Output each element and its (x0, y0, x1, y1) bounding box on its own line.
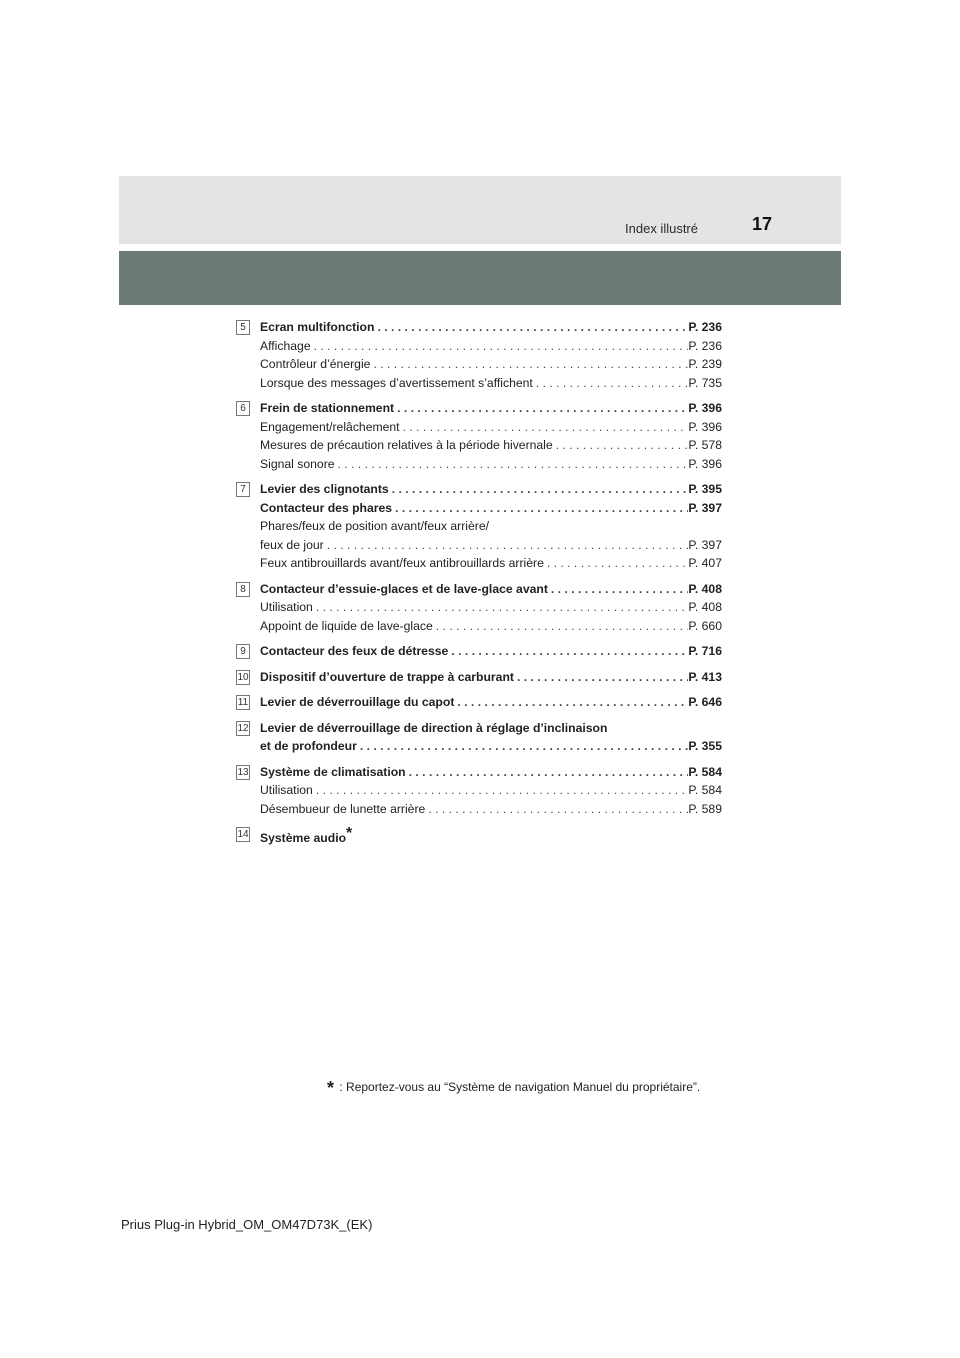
asterisk-mark: * (346, 825, 353, 842)
entry-label: Désembueur de lunette arrière (260, 801, 426, 816)
page-reference: P. 397 (688, 537, 722, 552)
item-number-marker: 13 (237, 766, 249, 778)
index-entry (236, 580, 722, 636)
entry-label: feux de jour (260, 537, 324, 552)
section-title: Index illustré (625, 221, 698, 236)
dot-leader (533, 374, 689, 393)
index-subentry (260, 617, 722, 636)
entry-label: Dispositif d’ouverture de trappe à carburant (260, 669, 514, 684)
page-reference: P. 397 (688, 500, 722, 515)
dot-leader (400, 418, 689, 437)
dot-leader (454, 693, 688, 712)
item-number-marker: 14 (237, 829, 249, 840)
index-entry (236, 642, 722, 661)
index-subentry (260, 598, 722, 617)
index-entry (236, 668, 722, 687)
page-reference: P. 660 (688, 618, 722, 633)
index-heading (260, 642, 722, 661)
entry-label: Engagement/relâchement (260, 419, 400, 434)
entry-label: Contrôleur d’énergie (260, 357, 371, 371)
page-reference: P. 395 (688, 482, 722, 496)
dot-leader (324, 536, 689, 555)
index-heading (260, 825, 722, 848)
page-reference: P. 584 (688, 783, 722, 797)
dot-leader (357, 737, 689, 756)
page-reference: P. 408 (688, 600, 722, 614)
index-subentry (260, 355, 722, 374)
index-entry (236, 480, 722, 573)
entry-label: Phares/feux de position avant/feux arrière/ (260, 519, 489, 533)
dot-leader (448, 642, 688, 661)
dot-leader (335, 455, 689, 474)
index-entry (236, 399, 722, 473)
header-band (119, 176, 841, 244)
dot-leader (313, 781, 688, 800)
entry-label: Feux antibrouillards avant/feux antibrouillards arrière (260, 556, 544, 570)
page-reference: P. 236 (688, 338, 722, 353)
index-heading (260, 480, 722, 499)
dot-leader (406, 763, 689, 782)
page-reference: P. 396 (688, 401, 722, 415)
footnote-asterisk: * (327, 1078, 335, 1098)
item-number-marker: 11 (237, 697, 249, 708)
entry-label: Mesures de précaution relatives à la période hivernale (260, 438, 553, 452)
dot-leader (425, 800, 688, 819)
page-reference: P. 578 (688, 438, 722, 452)
index-subentry (260, 536, 722, 555)
entry-label: Utilisation (260, 600, 313, 614)
page-number: 17 (752, 214, 773, 234)
index-subentry (260, 455, 722, 474)
page-reference: P. 584 (688, 764, 722, 779)
dot-leader (392, 499, 688, 518)
page-reference: P. 396 (688, 419, 722, 434)
footnote (327, 1078, 700, 1099)
dot-leader (394, 399, 688, 418)
index-heading (260, 719, 722, 738)
entry-label: Contacteur d’essuie-glaces et de lave-glace avant (260, 581, 548, 596)
dot-leader (514, 668, 688, 687)
index-subentry (260, 554, 722, 573)
dot-leader (544, 554, 688, 573)
index-heading (260, 499, 722, 518)
page-reference: P. 735 (688, 375, 722, 390)
entry-label: Lorsque des messages d’avertissement s’affichent (260, 375, 533, 390)
item-number-marker: 9 (236, 644, 250, 659)
page-reference: P. 646 (688, 695, 722, 709)
page-reference: P. 236 (688, 320, 722, 334)
page-reference: P. 396 (688, 456, 722, 471)
entry-label: Affichage (260, 338, 311, 353)
index-heading (260, 763, 722, 782)
page-reference: P. 355 (688, 739, 722, 753)
item-number-marker: 7 (236, 482, 250, 497)
item-number-marker: 12 (237, 722, 249, 734)
index-heading (260, 737, 722, 756)
dot-leader (313, 598, 688, 617)
index-heading (260, 318, 722, 337)
entry-label: Contacteur des feux de détresse (260, 644, 449, 658)
index-subentry (260, 337, 722, 356)
item-number-marker: 5 (236, 320, 250, 335)
entry-label: Levier de déverrouillage de direction à réglage d’inclinaison (260, 720, 608, 735)
item-number-marker: 10 (237, 671, 249, 683)
dot-leader (553, 436, 689, 455)
entry-label: Levier de déverrouillage du capot (260, 695, 455, 709)
index-subentry (260, 374, 722, 393)
entry-label: Levier des clignotants (260, 482, 389, 496)
item-number-marker: 6 (236, 401, 250, 416)
dot-leader (433, 617, 689, 636)
entry-label: Appoint de liquide de lave-glace (260, 618, 433, 633)
index-entry (236, 763, 722, 819)
index-entry (236, 825, 722, 848)
dot-leader (374, 318, 688, 337)
index-entry (236, 318, 722, 392)
page-reference: P. 589 (688, 801, 722, 816)
dot-leader (311, 337, 689, 356)
page-reference: P. 716 (688, 644, 722, 658)
index-entry (236, 719, 722, 756)
index-entry (236, 693, 722, 712)
index-heading (260, 668, 722, 687)
index-heading (260, 399, 722, 418)
page-reference: P. 408 (688, 581, 722, 596)
entry-label: Système audio (260, 831, 347, 845)
index-subentry (260, 418, 722, 437)
page-reference: P. 407 (688, 556, 722, 570)
index-subentry (260, 436, 722, 455)
item-number-marker: 8 (236, 582, 250, 597)
entry-label: Ecran multifonction (260, 320, 375, 334)
index-heading (260, 693, 722, 712)
entry-label: Utilisation (260, 783, 313, 797)
entry-label: et de profondeur (260, 739, 357, 753)
header-dark-band (119, 251, 841, 305)
entry-label: Signal sonore (260, 456, 335, 471)
index-subentry (260, 517, 722, 536)
entry-label: Système de climatisation (260, 764, 406, 779)
index-subentry (260, 781, 722, 800)
index-heading (260, 580, 722, 599)
dot-leader (389, 480, 689, 499)
page-reference: P. 413 (688, 669, 722, 684)
dot-leader (370, 355, 688, 374)
index-entries (236, 318, 722, 855)
footnote-text: : Reportez-vous au “Système de navigation Manuel du propriétaire”. (339, 1080, 701, 1094)
entry-label: Frein de stationnement (260, 401, 395, 415)
page-reference: P. 239 (688, 357, 722, 371)
entry-label: Contacteur des phares (260, 500, 393, 515)
dot-leader (548, 580, 688, 599)
document-footer: Prius Plug-in Hybrid_OM_OM47D73K_(EK) (121, 1217, 373, 1232)
index-subentry (260, 800, 722, 819)
